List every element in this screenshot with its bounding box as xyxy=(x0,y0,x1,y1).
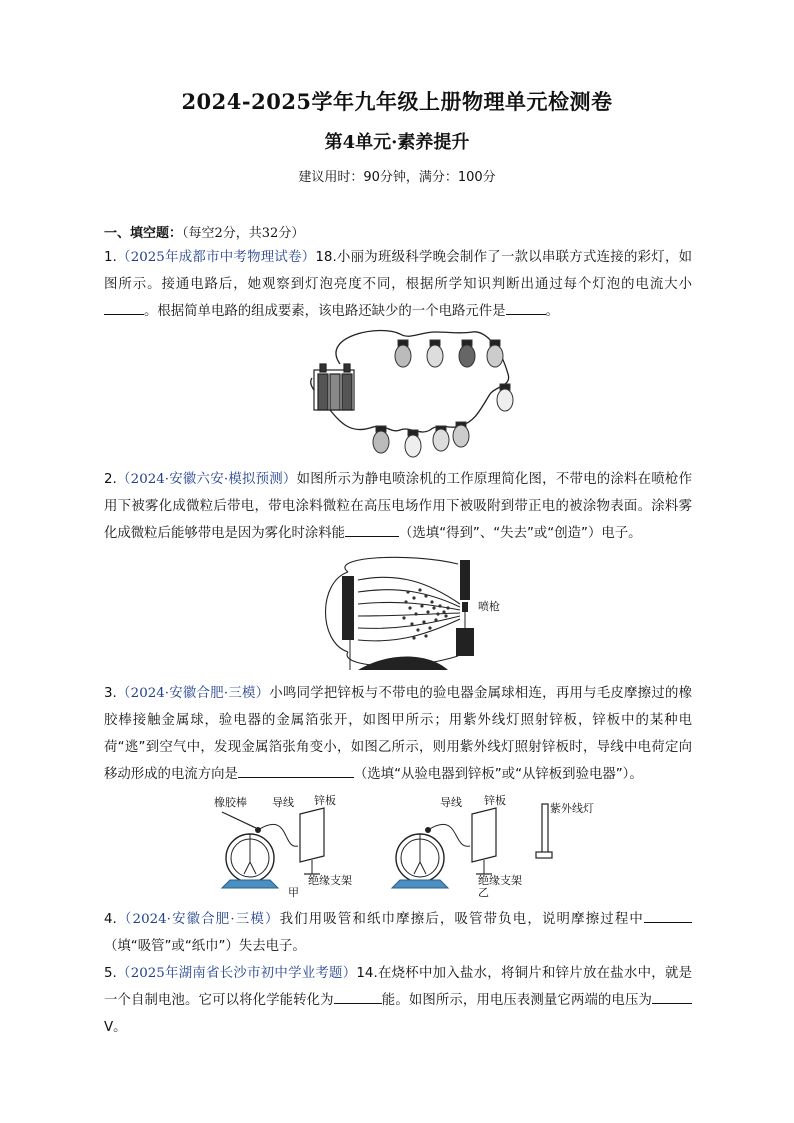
q1-text-b: 。根据简单电路的组成要素，该电路还缺少的一个电路元件是 xyxy=(144,304,506,319)
label-wire-2: 导线 xyxy=(440,796,462,809)
battery-icon xyxy=(314,364,354,410)
spray-gun-barrel xyxy=(460,560,470,600)
q2-text-a: 如图所示为静电喷涂机的工作原理简化图，不带电的涂料在喷枪作用下被雾化成微粒后带电，带电涂料微粒在高压电场作用下被吸附到带正电的被涂物表面。涂料雾化成微粒后能够带电是因为雾化时涂料能 xyxy=(104,472,693,541)
q2-text-b: （选填“得到”、“失去”或“创造”）电子。 xyxy=(399,526,642,541)
q5-blank-1[interactable] xyxy=(334,989,382,1004)
question-1 xyxy=(104,244,692,325)
page-subtitle: 第4单元·素养提升 xyxy=(324,132,470,153)
q1-blank-1[interactable] xyxy=(104,300,144,315)
section-title: 一、填空题： xyxy=(104,226,183,241)
q5-text-b: 能。如图所示，用电压表测量它两端的电压为 xyxy=(381,993,653,1008)
spray-gun-label: 喷枪 xyxy=(478,600,500,613)
spray-gun-body xyxy=(456,628,474,656)
q5-blank-2[interactable] xyxy=(652,989,692,1004)
label-jia: 甲 xyxy=(288,886,299,899)
question-4 xyxy=(104,906,692,960)
label-stand-2: 绝缘支架 xyxy=(478,874,522,887)
q3-blank-1[interactable] xyxy=(238,763,354,778)
q2-source: （2024·安徽六安·模拟预测） xyxy=(116,472,297,487)
q3-text-b: （选填“从验电器到锌板”或“从锌板到验电器”）。 xyxy=(353,767,643,782)
q5-number: 5. xyxy=(104,966,117,981)
q3-source: （2024·安徽合肥·三模） xyxy=(116,686,270,701)
section-note: （每空2分，共32分） xyxy=(182,226,305,241)
label-stand: 绝缘支架 xyxy=(308,874,352,887)
question-2 xyxy=(104,466,692,547)
q2-blank-1[interactable] xyxy=(345,522,399,537)
q2-number: 2. xyxy=(104,472,117,487)
q5-text-a: 14.在烧杯中加入盐水，将铜片和锌片放在盐水中，就是一个自制电池。它可以将化学能转化为 xyxy=(104,966,693,1008)
q4-text-a: 我们用吸管和纸巾摩擦后，吸管带负电，说明摩擦过程中 xyxy=(279,912,645,927)
ground-mound xyxy=(358,657,448,671)
label-uv-lamp: 紫外线灯 xyxy=(550,802,594,815)
figure-string-lights xyxy=(300,326,540,460)
q1-text-c: 。 xyxy=(545,304,559,319)
q4-blank-1[interactable] xyxy=(644,908,692,923)
q1-blank-2[interactable] xyxy=(506,300,546,315)
time-info: 建议用时：90分钟，满分：100分 xyxy=(298,170,496,185)
question-5 xyxy=(104,960,692,1041)
figure-electrostatic-sprayer xyxy=(318,552,518,672)
page-title: 2024-2025学年九年级上册物理单元检测卷 xyxy=(181,89,613,114)
q1-text-a: 18.小丽为班级科学晚会制作了一款以串联方式连接的彩灯，如图所示。接通电路后，她观察到灯泡亮度不同，根据所学知识判断出通过每个灯泡的电流大小 xyxy=(104,250,693,292)
label-zinc-2: 锌板 xyxy=(484,794,506,807)
q3-number: 3. xyxy=(104,686,117,701)
electroscope-jia xyxy=(214,793,352,899)
q1-number: 1. xyxy=(104,250,117,265)
section-heading xyxy=(104,222,304,241)
q4-number: 4. xyxy=(104,912,117,927)
q4-text-b: （填“吸管”或“纸巾”）失去电子。 xyxy=(104,939,306,954)
q5-source: （2025年湖南省长沙市初中学业考题） xyxy=(116,966,357,981)
q3-text-a: 小鸣同学把锌板与不带电的验电器金属球相连，再用与毛皮摩擦过的橡胶棒接触金属球，验电器的金属箔张开，如图甲所示；用紫外线灯照射锌板，锌板中的某种电荷“逃”到空气中，发现金属箔张角变小，如图乙所示，则用紫外线灯照射锌板时，导线中电荷定向移动形成的电流方向是 xyxy=(104,686,693,782)
electroscope-yi xyxy=(392,793,594,899)
label-wire: 导线 xyxy=(272,796,294,809)
label-rod: 橡胶棒 xyxy=(214,796,247,809)
target-plate xyxy=(342,576,354,640)
label-zinc: 锌板 xyxy=(314,794,336,807)
q5-text-c: V。 xyxy=(104,1020,127,1035)
q4-source: （2024·安徽合肥·三模） xyxy=(116,912,280,927)
q1-source: （2025年成都市中考物理试卷） xyxy=(116,250,316,265)
figure-electroscope xyxy=(200,790,600,900)
label-yi: 乙 xyxy=(478,886,489,899)
question-3 xyxy=(104,680,692,788)
